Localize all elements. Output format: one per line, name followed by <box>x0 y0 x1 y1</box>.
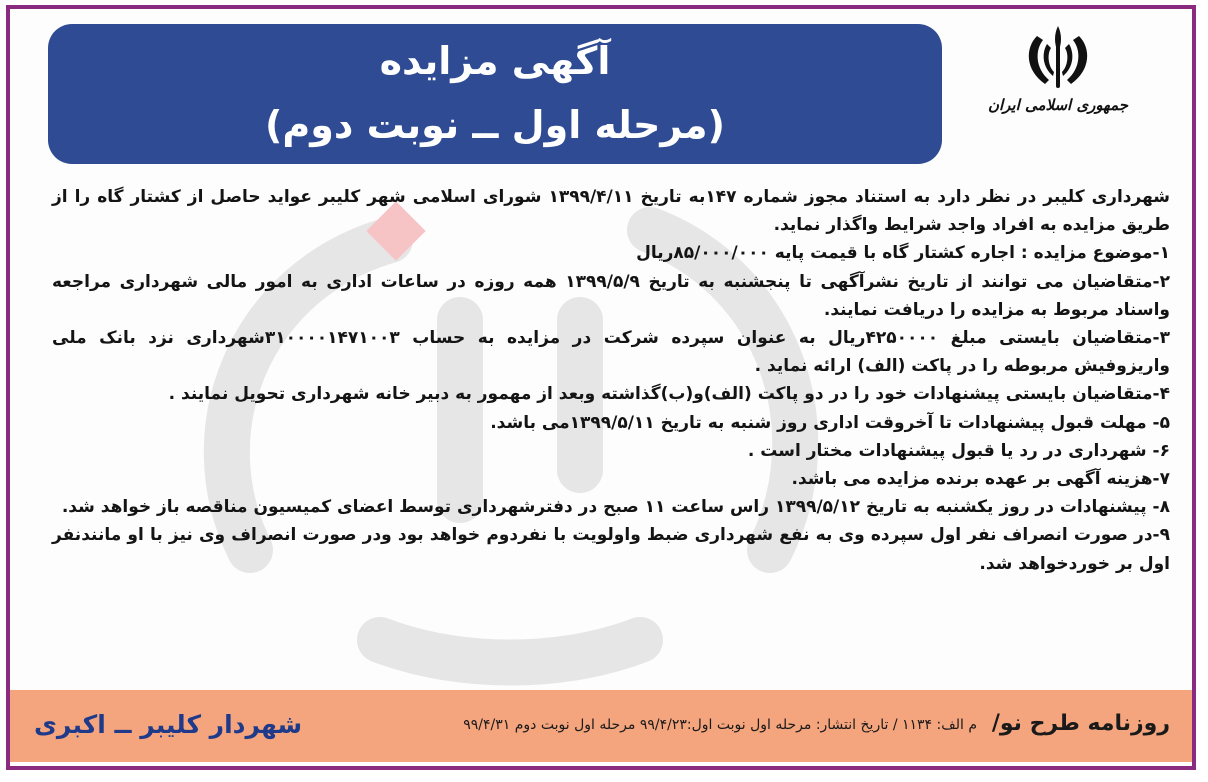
header-banner <box>48 24 942 164</box>
notice-item: ۴-متقاضیان بایستی پیشنهادات خود را در دو پاکت (الف)و(ب)گذاشته وبعد از مهمور به دبیر خانه شهرداری تحویل نمایند . <box>168 384 1170 405</box>
notice-item: ۸- پیشنهادات در روز یکشنبه به تاریخ ۱۳۹۹/۵/۱۲ راس ساعت ۱۱ صبح در دفترشهرداری توسط اعضای کمیسیون مناقصه باز خواهد شد. <box>61 497 1170 518</box>
notice-body <box>52 183 1170 578</box>
emblem <box>978 22 1138 137</box>
notice-item: ۹-در صورت انصراف نفر اول سپرده وی به نفع شهرداری ضبط واولویت با نفردوم خواهد بود ودر صورت انصراف وی نیز با او مانندنفر اول بر خوردخواهد شد. <box>52 525 1170 574</box>
publication-info: م الف: ۱۱۳۴ / تاریخ انتشار: مرحله اول نوبت اول:۹۹/۴/۲۳ مرحله اول نوبت دوم ۹۹/۴/۳۱ <box>463 717 977 733</box>
notice-item: ۳-متقاضیان بایستی مبلغ ۴۲۵۰۰۰۰ریال به عنوان سپرده شرکت در مزایده به حساب ۳۱۰۰۰۰۱۴۷۱۰۰۳شهرداری نزد بانک ملی واریزوفیش مربوطه را در پاکت (الف) ارائه نماید . <box>52 328 1170 377</box>
iran-emblem-icon <box>1023 22 1093 94</box>
emblem-caption: جمهوری اسلامی ایران <box>987 96 1129 114</box>
notice-item: ۶- شهرداری در رد یا قبول پیشنهادات مختار است . <box>747 440 1170 461</box>
mayor-signature: شهردار کلیبر ــ اکبری <box>34 710 303 739</box>
notice-item: ۵- مهلت قبول پیشنهادات تا آخروقت اداری روز شنبه به تاریخ ۱۳۹۹/۵/۱۱می باشد. <box>490 412 1170 433</box>
footer-bar <box>10 690 1192 762</box>
notice-item: ۱-موضوع مزایده : اجاره کشتار گاه با قیمت پایه ۸۵/۰۰۰/۰۰۰ریال <box>636 243 1170 264</box>
notice-intro: شهرداری کلیبر در نظر دارد به استناد مجوز شماره ۱۴۷به تاریخ ۱۳۹۹/۴/۱۱ شورای اسلامی شهر کلیبر عواید حاصل از کشتار گاه را از طریق مزایده به افراد واجد شرایط واگذار نماید. <box>52 187 1171 236</box>
newspaper-name: روزنامه طرح نو/ <box>991 711 1170 736</box>
notice-item: ۲-متقاضیان می توانند از تاریخ نشرآگهی تا پنجشنبه به تاریخ ۱۳۹۹/۵/۹ همه روزه در ساعات اداری به امور مالی شهرداری مراجعه واسناد مربوط به مزایده را دریافت نمایند. <box>52 271 1170 320</box>
notice-subtitle: (مرحله اول ــ نوبت دوم) <box>265 103 725 147</box>
notice-item: ۷-هزینه آگهی بر عهده برنده مزایده می باشد. <box>791 469 1170 490</box>
notice-title: آگهی مزایده <box>379 39 611 83</box>
